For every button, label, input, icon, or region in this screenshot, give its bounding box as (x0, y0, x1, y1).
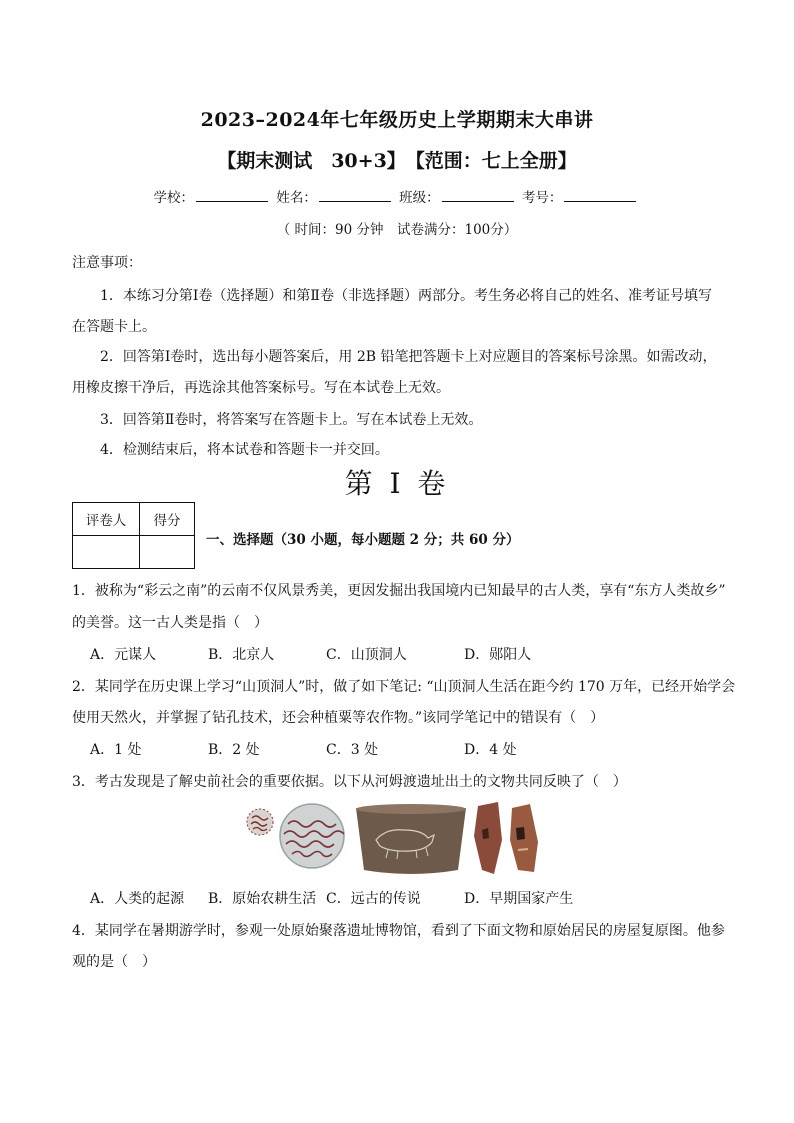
notice-item: 在答题卡上。 (72, 319, 156, 335)
question-3-line: 3．考古发现是了解史前社会的重要依据。以下从河姆渡遗址出土的文物共同反映了（ ） (72, 774, 627, 790)
question-1-options (90, 644, 582, 664)
score-header: 得分 (140, 503, 195, 536)
option-d[interactable]: D．早期国家产生 (464, 891, 574, 907)
class-label: 班级： (399, 190, 440, 206)
part-title: 第 I 卷 (344, 467, 450, 500)
notice-item: 4．检测结束后，将本试卷和答题卡一并交回。 (100, 442, 389, 458)
exam-subtitle: 【期末测试 30+3】 【范围：七上全册】 (217, 150, 577, 172)
question-4-line: 4．某同学在暑期游学时，参观一处原始聚落遗址博物馆，看到了下面文物和原始居民的房屋复原图。他参 (72, 923, 725, 939)
exam-no-blank[interactable] (564, 189, 636, 202)
option-b[interactable]: B．原始农耕生活 (208, 891, 317, 907)
option-d[interactable]: D．4 处 (464, 742, 517, 758)
grader-header: 评卷人 (73, 503, 140, 536)
question-2-options (90, 739, 582, 759)
notice-item: 2．回答第Ⅰ卷时，选出每小题答案后，用 2B 铅笔把答题卡上对应题目的答案标号涂黑。如需改动， (100, 349, 717, 365)
option-c[interactable]: C．山顶洞人 (326, 647, 407, 663)
pig-pattern-pottery-bowl (356, 804, 466, 874)
score-table (72, 502, 195, 569)
class-blank[interactable] (442, 189, 514, 202)
name-blank[interactable] (319, 189, 391, 202)
option-c[interactable]: C．远古的传说 (326, 891, 421, 907)
name-label: 姓名： (276, 190, 317, 206)
notice-item: 1．本练习分第Ⅰ卷（选择题）和第Ⅱ卷（非选择题）两部分。考生务必将自己的姓名、准考证号填写 (100, 288, 712, 304)
question-3-options (90, 888, 582, 908)
large-pattern-disc (280, 804, 344, 868)
option-c[interactable]: C．3 处 (326, 742, 379, 758)
option-b[interactable]: B．2 处 (208, 742, 260, 758)
question-4-line: 观的是（ ） (72, 954, 156, 970)
section-heading: 一、选择题（30 小题，每小题题 2 分；共 60 分） (206, 532, 520, 548)
student-info-row (0, 186, 794, 206)
option-a[interactable]: A．1 处 (90, 742, 142, 758)
bone-plough-tools (474, 802, 538, 874)
school-label: 学校： (153, 190, 195, 206)
notice-item: 用橡皮擦干净后，再选涂其他答案标号。写在本试卷上无效。 (72, 380, 450, 396)
hemudu-artifacts-image (242, 800, 562, 876)
option-a[interactable]: A．元谋人 (90, 647, 157, 663)
option-a[interactable]: A．人类的起源 (90, 891, 185, 907)
question-1-line: 1．被称为“彩云之南”的云南不仅风景秀美，更因发掘出我国境内已知最早的古人类，享有“东方人类故乡” (72, 583, 726, 599)
option-d[interactable]: D．郧阳人 (464, 647, 532, 663)
question-2-line: 2．某同学在历史课上学习“山顶洞人”时，做了如下笔记: “山顶洞人生活在距今约 170 万年，已经开始学会 (72, 679, 736, 695)
option-b[interactable]: B．北京人 (208, 647, 275, 663)
exam-title: 2023–2024年七年级历史上学期期末大串讲 (200, 109, 594, 131)
time-line: （ 时间：90 分钟 试卷满分：100分） (276, 222, 518, 238)
score-cell[interactable] (140, 536, 195, 569)
school-blank[interactable] (196, 189, 268, 202)
question-1-line: 的美誉。这一古人类是指（ ） (72, 615, 268, 631)
exam-no-label: 考号： (521, 190, 563, 206)
question-2-line: 使用天然火，并掌握了钻孔技术，还会种植粟等农作物。”该同学笔记中的错误有（ ） (72, 710, 605, 726)
small-pattern-disc (247, 809, 273, 835)
notice-item: 3．回答第Ⅱ卷时，将答案写在答题卡上。写在本试卷上无效。 (100, 412, 483, 428)
grader-cell[interactable] (73, 536, 140, 569)
notice-heading: 注意事项： (72, 255, 142, 271)
